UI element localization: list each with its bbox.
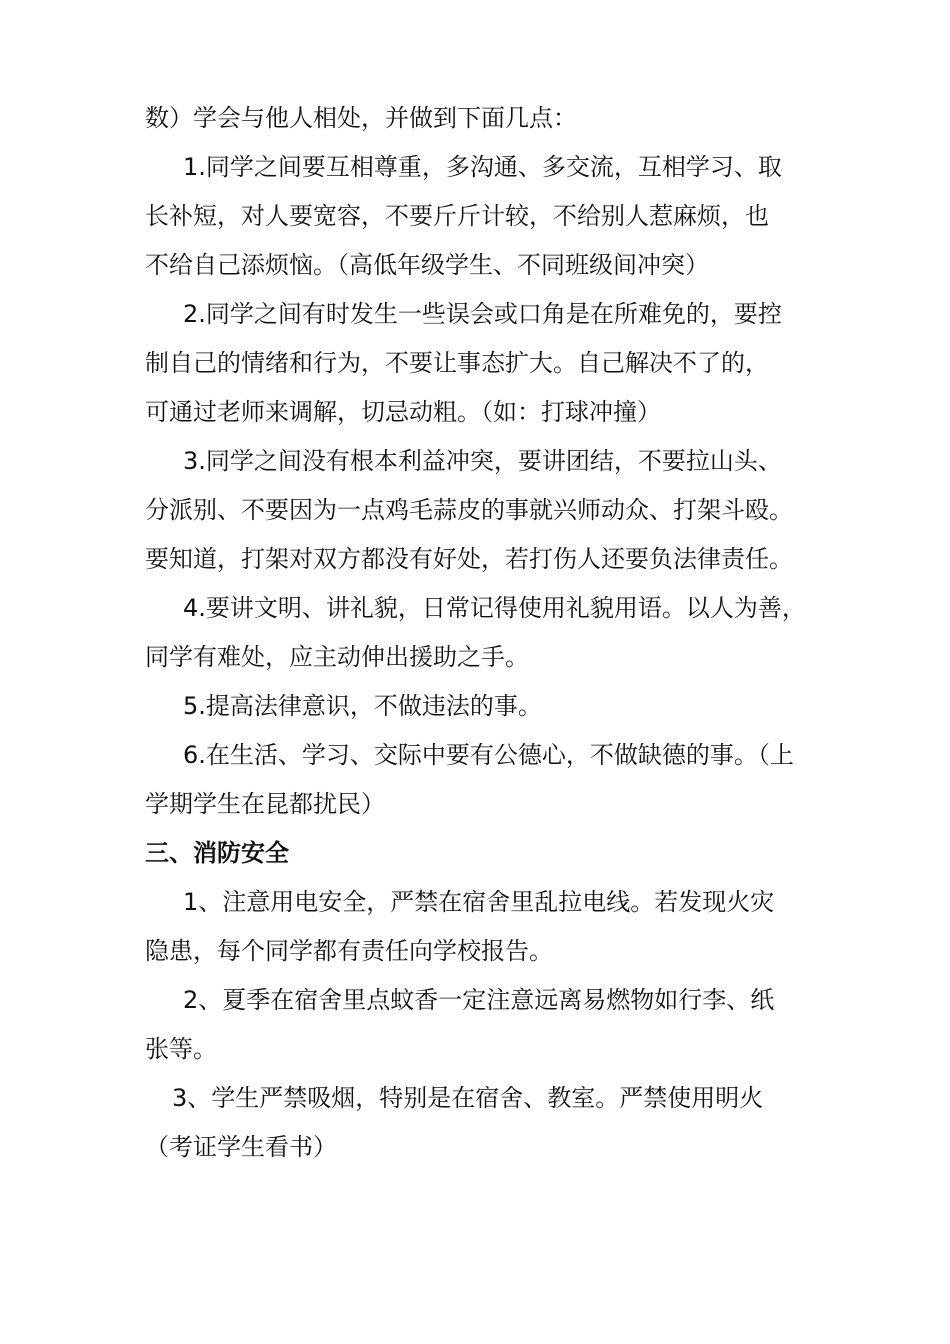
section-heading: 三、消防安全 — [145, 839, 289, 867]
text-line: 制自己的情绪和行为，不要让事态扩大。自己解决不了的， — [145, 349, 769, 377]
fire-safety-item-1: 1、注意用电安全，严禁在宿舍里乱拉电线。若发现火灾 — [183, 888, 775, 916]
text-line: 可通过老师来调解，切忌动粗。（如：打球冲撞） — [145, 398, 661, 426]
list-item-6: 6.在生活、学习、交际中要有公德心，不做缺德的事。（上 — [183, 741, 794, 769]
text-line: 隐患，每个同学都有责任向学校报告。 — [145, 937, 553, 965]
list-item-4: 4.要讲文明、讲礼貌，日常记得使用礼貌用语。以人为善， — [183, 594, 806, 622]
fire-safety-item-2: 2、夏季在宿舍里点蚊香一定注意远离易燃物如行李、纸 — [183, 986, 775, 1014]
list-item-5: 5.提高法律意识，不做违法的事。 — [183, 692, 542, 720]
text-line: 要知道，打架对双方都没有好处，若打伤人还要负法律责任。 — [145, 545, 793, 573]
text-line: 同学有难处，应主动伸出援助之手。 — [145, 643, 529, 671]
list-item-1: 1.同学之间要互相尊重，多沟通、多交流，互相学习、取 — [183, 153, 782, 181]
text-line: 张等。 — [145, 1035, 217, 1063]
fire-safety-item-3: 3、学生严禁吸烟，特别是在宿舍、教室。严禁使用明火 — [172, 1084, 764, 1112]
text-line: （考证学生看书） — [145, 1133, 337, 1161]
text-line: 学期学生在昆都扰民） — [145, 790, 385, 818]
text-line: 分派别、不要因为一点鸡毛蒜皮的事就兴师动众、打架斗殴。 — [145, 496, 793, 524]
list-item-2: 2.同学之间有时发生一些误会或口角是在所难免的，要控 — [183, 300, 782, 328]
text-line: 数）学会与他人相处，并做到下面几点： — [145, 104, 577, 132]
text-line: 不给自己添烦恼。（高低年级学生、不同班级间冲突） — [145, 251, 709, 279]
text-line: 长补短，对人要宽容，不要斤斤计较，不给别人惹麻烦，也 — [145, 202, 769, 230]
list-item-3: 3.同学之间没有根本利益冲突，要讲团结，不要拉山头、 — [183, 447, 782, 475]
